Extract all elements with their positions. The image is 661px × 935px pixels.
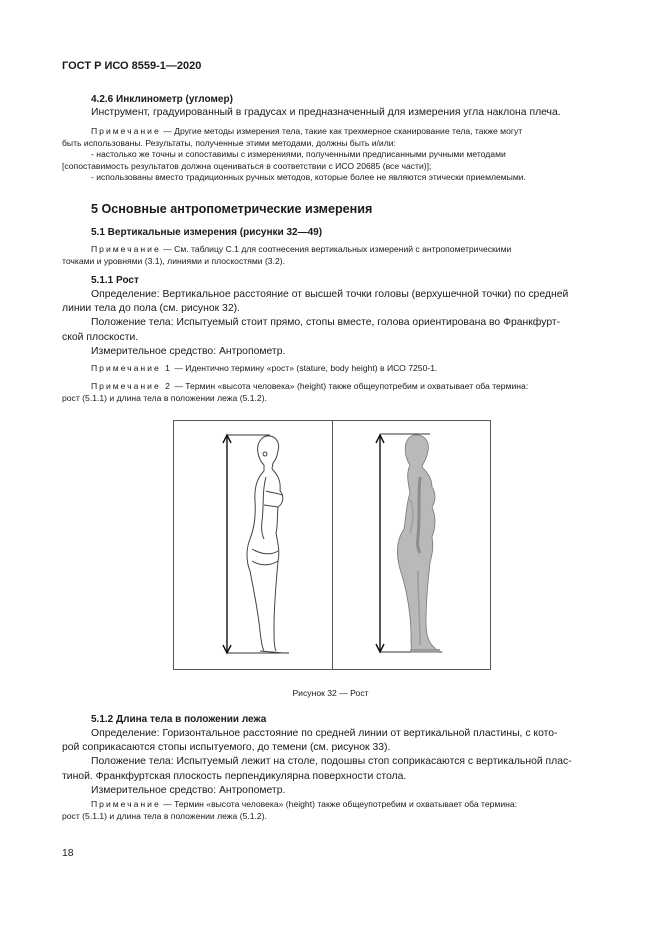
section-4-2-6-note bbox=[62, 126, 599, 184]
note-label: Примечание bbox=[91, 244, 161, 254]
note-line: рост (5.1.1) и длина тела в положении лежа (5.1.2). bbox=[62, 392, 267, 403]
document-header: ГОСТ Р ИСО 8559-1—2020 bbox=[62, 60, 202, 72]
note-line: точками и уровнями (3.1), линиями и плоскостями (3.2). bbox=[62, 255, 286, 266]
tool-line: Измерительное средство: Антропометр. bbox=[91, 345, 286, 357]
definition-line: рой соприкасаются стопы испытуемого, до темени (см. рисунок 33). bbox=[62, 742, 391, 754]
section-5-1-1-note-1 bbox=[91, 363, 599, 375]
page-number: 18 bbox=[62, 848, 74, 859]
figure-32-drawing bbox=[174, 421, 492, 671]
note-label: Примечание 1 bbox=[91, 363, 172, 373]
note-line: - настолько же точны и сопоставимы с измерениями, полученными предписанными ручными методами bbox=[91, 149, 506, 160]
note-line: — Другие методы измерения тела, такие как трехмерное сканирование тела, также могут bbox=[163, 126, 523, 136]
position-line: тиной. Франкфуртская плоскость перпендикулярна поверхности стола. bbox=[62, 770, 407, 782]
position-line: Положение тела: Испытуемый лежит на столе, подошвы стоп соприкасаются с вертикальной плас- bbox=[91, 756, 572, 768]
note-line: [сопоставимость результатов должна оцениваться в соответствии с ИСО 20685 (все части)]; bbox=[62, 160, 432, 171]
section-5-1-2-note bbox=[62, 799, 599, 822]
definition-line: Определение: Горизонтальное расстояние по средней линии от вертикальной пластины, с кото- bbox=[91, 728, 558, 739]
section-5-1-1-note-2 bbox=[62, 381, 599, 404]
definition-line: линии тела до пола (см. рисунок 32). bbox=[62, 303, 240, 315]
position-line: ской плоскости. bbox=[62, 331, 139, 343]
figure-32 bbox=[173, 420, 491, 670]
section-4-2-6-text: Инструмент, градуированный в градусах и предназначенный для измерения угла наклона плеча. bbox=[91, 107, 561, 118]
position-line: Положение тела: Испытуемый стоит прямо, стопы вместе, голова ориентирована во Франкфурт- bbox=[91, 317, 561, 329]
outline-body-figure bbox=[223, 435, 289, 653]
note-line: — Идентично термину «рост» (stature, body height) в ИСО 7250-1. bbox=[174, 363, 438, 373]
note-label: Примечание bbox=[91, 126, 161, 136]
definition-line: Определение: Вертикальное расстояние от высшей точки головы (верхушечной точки) по средней bbox=[91, 289, 569, 300]
note-line: рост (5.1.1) и длина тела в положении лежа (5.1.2). bbox=[62, 810, 267, 821]
scanned-body-figure bbox=[376, 434, 442, 652]
note-label: Примечание 2 bbox=[91, 381, 172, 391]
note-line: — Термин «высота человека» (height) также общеупотребим и охватывает оба термина: bbox=[174, 381, 529, 391]
note-label: Примечание bbox=[91, 799, 161, 809]
section-5-1-title: 5.1 Вертикальные измерения (рисунки 32—49) bbox=[91, 227, 323, 238]
section-5-1-2-body bbox=[62, 727, 599, 798]
note-line: — См. таблицу С.1 для соотнесения вертикальных измерений с антропометрическими bbox=[163, 244, 512, 254]
section-5-1-note bbox=[62, 244, 599, 267]
section-5-1-1-title: 5.1.1 Рост bbox=[91, 275, 139, 286]
section-5-title: 5 Основные антропометрические измерения bbox=[91, 202, 373, 216]
note-line: — Термин «высота человека» (height) также общеупотребим и охватывает оба термина: bbox=[163, 799, 518, 809]
section-4-2-6-title: 4.2.6 Инклинометр (угломер) bbox=[91, 94, 233, 105]
section-5-1-1-body bbox=[62, 288, 599, 359]
section-5-1-2-title: 5.1.2 Длина тела в положении лежа bbox=[91, 714, 267, 725]
tool-line: Измерительное средство: Антропометр. bbox=[91, 784, 286, 796]
note-line: - использованы вместо традиционных ручных методов, которые более не являются этически приемлемыми. bbox=[91, 172, 526, 183]
note-line: быть использованы. Результаты, полученные этими методами, должны быть и/или: bbox=[62, 137, 396, 148]
figure-32-caption: Рисунок 32 — Рост bbox=[292, 688, 369, 698]
